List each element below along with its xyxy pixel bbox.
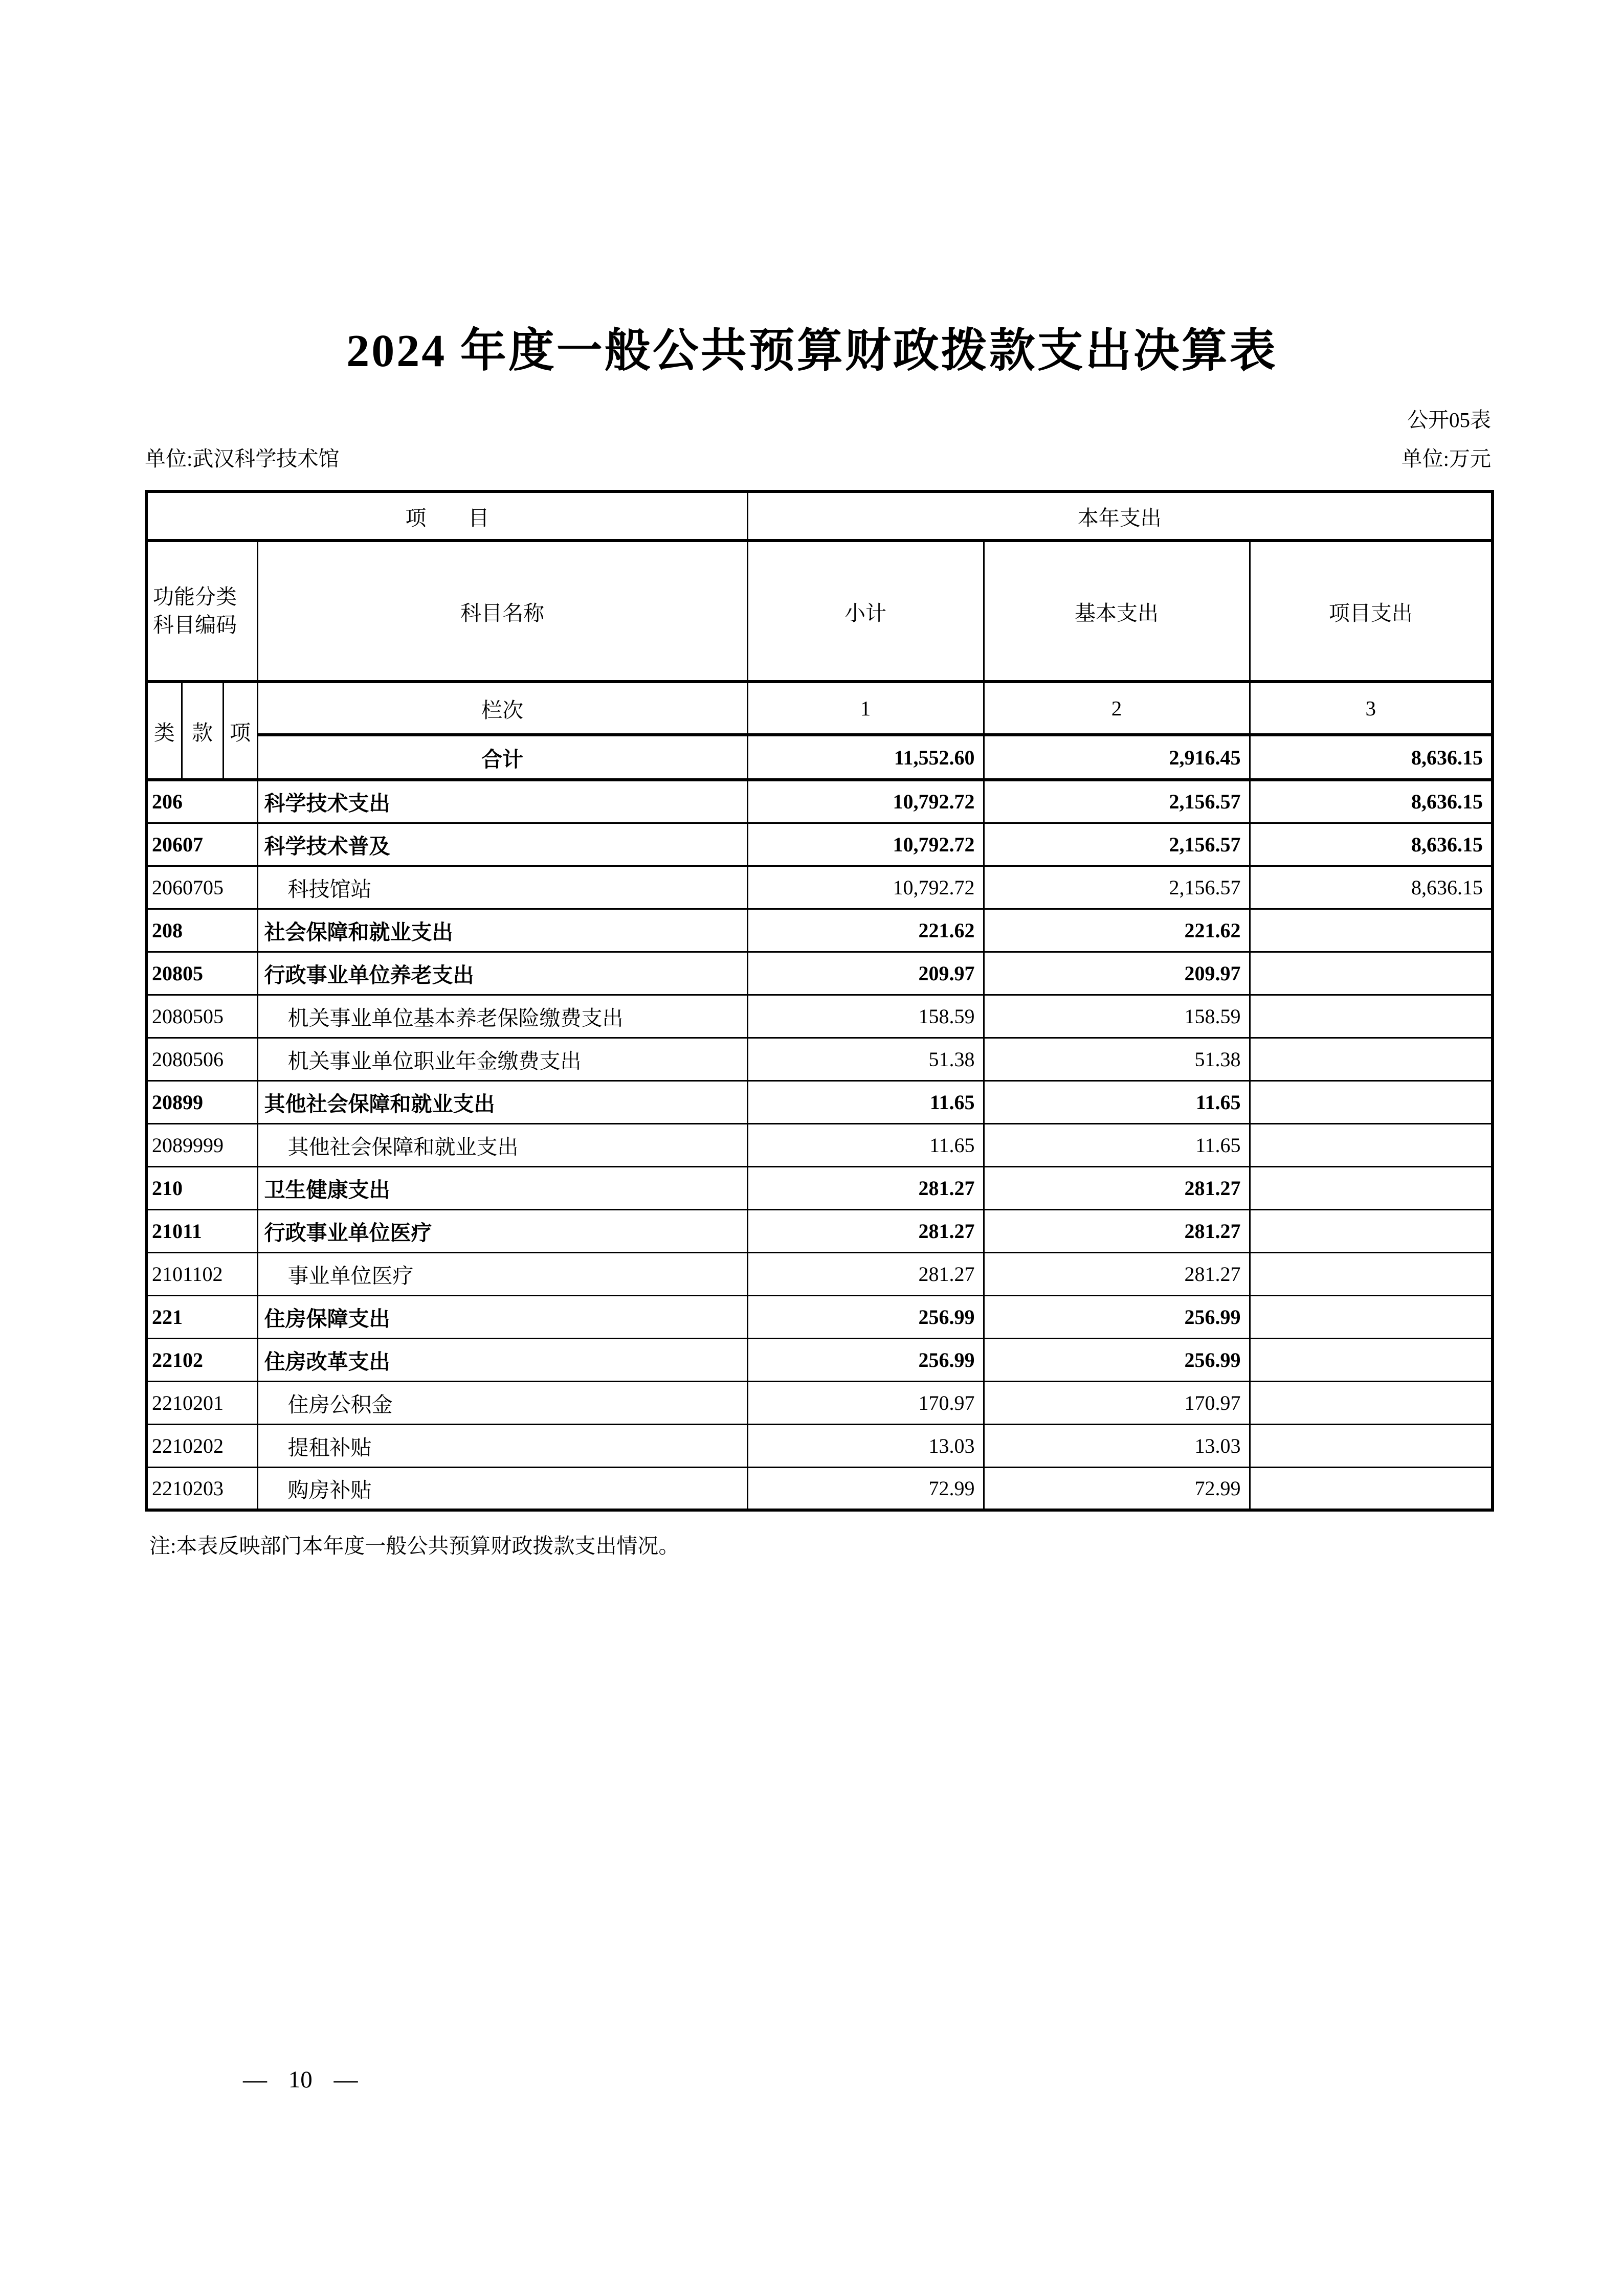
row-project-expense: [1250, 1166, 1493, 1209]
unit-currency-label: 单位:万元: [1401, 447, 1491, 470]
table-row: [146, 952, 1493, 995]
row-subtotal: 51.38: [747, 1038, 984, 1081]
lanci-label: 栏次: [257, 682, 747, 735]
row-project-expense: [1250, 1209, 1493, 1252]
total-basic: 2,916.45: [984, 735, 1250, 780]
row-code: 2210203: [146, 1467, 257, 1510]
row-subtotal: 256.99: [747, 1338, 984, 1381]
row-subject-name: 行政事业单位养老支出: [257, 952, 747, 995]
row-project-expense: [1250, 1252, 1493, 1295]
header-columns-row: [146, 541, 1493, 682]
row-basic-expense: 158.59: [984, 995, 1250, 1038]
row-basic-expense: 209.97: [984, 952, 1250, 995]
row-subtotal: 72.99: [747, 1467, 984, 1510]
row-subject-name: 卫生健康支出: [257, 1166, 747, 1209]
row-basic-expense: 281.27: [984, 1166, 1250, 1209]
row-basic-expense: 256.99: [984, 1295, 1250, 1338]
row-project-expense: [1250, 909, 1493, 952]
page-number: — 10 —: [243, 2066, 358, 2093]
table-row: [146, 1166, 1493, 1209]
table-row: [146, 866, 1493, 909]
col-num-3: 3: [1250, 682, 1493, 735]
header-function-code: [146, 541, 257, 682]
row-project-expense: [1250, 1424, 1493, 1467]
row-project-expense: 8,636.15: [1250, 780, 1493, 823]
row-subtotal: 10,792.72: [747, 866, 984, 909]
row-subject-name: 其他社会保障和就业支出: [257, 1123, 747, 1166]
row-subject-name: 住房公积金: [257, 1381, 747, 1424]
row-basic-expense: 281.27: [984, 1209, 1250, 1252]
row-code: 2080505: [146, 995, 257, 1038]
col-num-1: 1: [747, 682, 984, 735]
table-row: [146, 1467, 1493, 1510]
row-subtotal: 10,792.72: [747, 823, 984, 866]
header-subtotal: 小计: [747, 541, 984, 682]
row-subject-name: 机关事业单位基本养老保险缴费支出: [257, 995, 747, 1038]
row-project-expense: [1250, 952, 1493, 995]
row-basic-expense: 13.03: [984, 1424, 1250, 1467]
row-project-expense: [1250, 995, 1493, 1038]
table-row: [146, 823, 1493, 866]
row-code: 2089999: [146, 1123, 257, 1166]
row-subject-name: 行政事业单位医疗: [257, 1209, 747, 1252]
row-project-expense: [1250, 1467, 1493, 1510]
total-project: 8,636.15: [1250, 735, 1493, 780]
row-code: 2210201: [146, 1381, 257, 1424]
row-basic-expense: 170.97: [984, 1381, 1250, 1424]
row-code: 20805: [146, 952, 257, 995]
row-project-expense: [1250, 1295, 1493, 1338]
header-lei: 类: [146, 682, 182, 780]
header-project-expense: 项目支出: [1250, 541, 1493, 682]
table-row: [146, 1424, 1493, 1467]
row-code: 21011: [146, 1209, 257, 1252]
row-basic-expense: 2,156.57: [984, 866, 1250, 909]
row-code: 2101102: [146, 1252, 257, 1295]
table-row: [146, 1381, 1493, 1424]
unit-row: [145, 442, 1491, 472]
row-project-expense: [1250, 1381, 1493, 1424]
header-basic-expense: 基本支出: [984, 541, 1250, 682]
header-group-row: [146, 491, 1493, 541]
row-subject-name: 科学技术普及: [257, 823, 747, 866]
row-subject-name: 社会保障和就业支出: [257, 909, 747, 952]
table-row: [146, 1081, 1493, 1123]
unit-name-label: 单位:武汉科学技术馆: [145, 447, 340, 470]
budget-table: [145, 490, 1494, 1512]
row-basic-expense: 2,156.57: [984, 823, 1250, 866]
row-subtotal: 170.97: [747, 1381, 984, 1424]
row-project-expense: [1250, 1338, 1493, 1381]
row-code: 208: [146, 909, 257, 952]
row-code: 20607: [146, 823, 257, 866]
table-note: 注:本表反映部门本年度一般公共预算财政拨款支出情况。: [149, 1534, 680, 1558]
row-subtotal: 221.62: [747, 909, 984, 952]
row-subtotal: 281.27: [747, 1209, 984, 1252]
row-basic-expense: 11.65: [984, 1123, 1250, 1166]
header-xiang: 项: [223, 682, 257, 780]
table-body: [146, 780, 1493, 1510]
header-function-code-line1: 功能分类: [153, 584, 237, 609]
total-label: 合计: [257, 735, 747, 780]
table-row: [146, 1338, 1493, 1381]
total-row: [146, 735, 1493, 780]
row-project-expense: 8,636.15: [1250, 823, 1493, 866]
table-row: [146, 1123, 1493, 1166]
header-subject-name: 科目名称: [257, 541, 747, 682]
row-basic-expense: 11.65: [984, 1081, 1250, 1123]
row-subject-name: 购房补贴: [257, 1467, 747, 1510]
row-project-expense: 8,636.15: [1250, 866, 1493, 909]
table-row: [146, 1209, 1493, 1252]
row-subtotal: 10,792.72: [747, 780, 984, 823]
row-code: 22102: [146, 1338, 257, 1381]
row-basic-expense: 256.99: [984, 1338, 1250, 1381]
row-code: 20899: [146, 1081, 257, 1123]
row-subtotal: 11.65: [747, 1123, 984, 1166]
row-code: 2060705: [146, 866, 257, 909]
row-subject-name: 科学技术支出: [257, 780, 747, 823]
row-basic-expense: 281.27: [984, 1252, 1250, 1295]
row-project-expense: [1250, 1038, 1493, 1081]
row-code: 221: [146, 1295, 257, 1338]
row-subject-name: 事业单位医疗: [257, 1252, 747, 1295]
column-index-row: [146, 682, 1493, 735]
row-basic-expense: 72.99: [984, 1467, 1250, 1510]
row-code: 210: [146, 1166, 257, 1209]
row-subtotal: 281.27: [747, 1252, 984, 1295]
row-subtotal: 158.59: [747, 995, 984, 1038]
row-subject-name: 住房保障支出: [257, 1295, 747, 1338]
row-project-expense: [1250, 1081, 1493, 1123]
row-basic-expense: 221.62: [984, 909, 1250, 952]
header-year-expense-group: 本年支出: [747, 491, 1493, 541]
row-subject-name: 住房改革支出: [257, 1338, 747, 1381]
page-title: 2024 年度一般公共预算财政拨款支出决算表: [346, 326, 1278, 376]
row-basic-expense: 2,156.57: [984, 780, 1250, 823]
table-row: [146, 1252, 1493, 1295]
row-subtotal: 209.97: [747, 952, 984, 995]
row-subtotal: 13.03: [747, 1424, 984, 1467]
row-code: 2210202: [146, 1424, 257, 1467]
row-code: 206: [146, 780, 257, 823]
row-subject-name: 其他社会保障和就业支出: [257, 1081, 747, 1123]
table-row: [146, 780, 1493, 823]
table-row: [146, 909, 1493, 952]
col-num-2: 2: [984, 682, 1250, 735]
total-subtotal: 11,552.60: [747, 735, 984, 780]
table-row: [146, 995, 1493, 1038]
header-kuan: 款: [182, 682, 223, 780]
row-subject-name: 提租补贴: [257, 1424, 747, 1467]
header-project-group: 项 目: [146, 491, 747, 541]
row-subject-name: 科技馆站: [257, 866, 747, 909]
table-row: [146, 1038, 1493, 1081]
row-subtotal: 281.27: [747, 1166, 984, 1209]
row-subject-name: 机关事业单位职业年金缴费支出: [257, 1038, 747, 1081]
row-subtotal: 11.65: [747, 1081, 984, 1123]
header-function-code-line2: 科目编码: [153, 613, 237, 637]
table-row: [146, 1295, 1493, 1338]
row-project-expense: [1250, 1123, 1493, 1166]
row-subtotal: 256.99: [747, 1295, 984, 1338]
row-basic-expense: 51.38: [984, 1038, 1250, 1081]
row-code: 2080506: [146, 1038, 257, 1081]
table-number-label: 公开05表: [1407, 408, 1491, 432]
